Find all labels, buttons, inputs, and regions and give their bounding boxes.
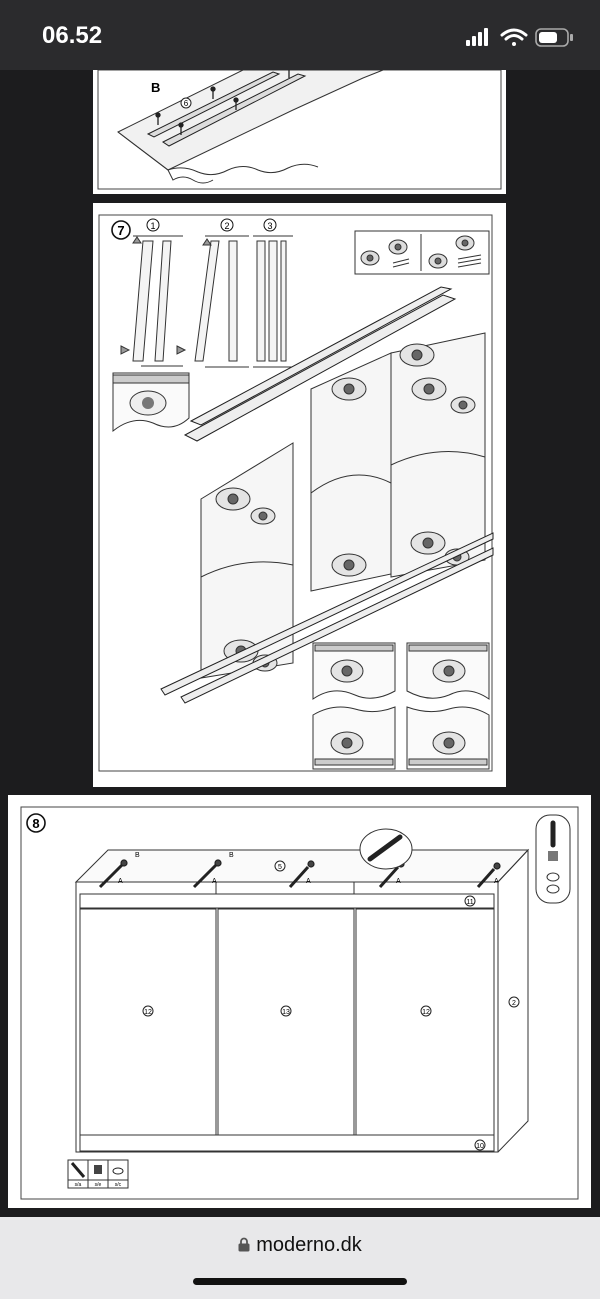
screw-label-b1: B — [135, 852, 140, 859]
screw-label-a1: A — [118, 878, 123, 885]
callout-13: 13 — [282, 1009, 290, 1016]
instruction-panel-step8 — [8, 795, 591, 1208]
instruction-panel-step6 — [93, 70, 506, 194]
step8-illustration — [8, 795, 591, 1208]
callout-10: 10 — [476, 1143, 484, 1150]
wifi-icon — [502, 30, 526, 46]
step7-illustration — [93, 203, 506, 787]
tools-callout — [536, 815, 570, 903]
substep1-door-drawing — [121, 236, 183, 366]
screw-label-b2: B — [229, 852, 234, 859]
wardrobe-drawing — [76, 850, 528, 1152]
legend-1: s/a — [74, 1182, 82, 1188]
status-bar — [0, 0, 600, 70]
substep-1: 1 — [150, 221, 156, 231]
callout-12-left: 12 — [144, 1009, 152, 1016]
callout-11: 11 — [466, 899, 474, 906]
legend-3: s/c — [114, 1182, 122, 1188]
step6-callout: 6 — [183, 99, 189, 108]
screw-label-a3: A — [306, 878, 311, 885]
screwdriver-callout — [360, 829, 412, 869]
hardware-legend — [68, 1160, 128, 1188]
roller-detail-inset — [113, 373, 189, 431]
substep-3: 3 — [267, 221, 273, 231]
callout-12-right: 12 — [422, 1009, 430, 1016]
fittings-detail-box — [355, 231, 489, 274]
substep3-door-drawing — [253, 236, 293, 367]
substep2-door-drawing — [177, 236, 249, 367]
callout-5: 5 — [278, 864, 282, 871]
url-display[interactable] — [0, 1234, 600, 1257]
screw-label-a5: A — [494, 878, 499, 885]
legend-2: s/e — [94, 1182, 102, 1188]
instruction-panel-step7 — [93, 203, 506, 787]
home-indicator[interactable] — [193, 1278, 407, 1285]
cap-icon — [113, 1168, 123, 1174]
step7-substep-labels — [147, 219, 276, 231]
url-text: moderno.dk — [256, 1234, 362, 1256]
lock-icon — [238, 1237, 250, 1252]
step6-label-b: B — [151, 80, 161, 95]
screw-label-a4: A — [396, 878, 401, 885]
step7-number: 7 — [117, 223, 125, 238]
cellular-signal-icon — [466, 28, 488, 46]
battery-icon — [536, 29, 573, 46]
bottom-roller-detail-boxes — [313, 643, 489, 769]
screw-label-a2: A — [212, 878, 217, 885]
status-icons — [466, 26, 576, 50]
substep-2: 2 — [224, 221, 230, 231]
step6-illustration — [93, 70, 506, 194]
bracket-icon — [94, 1165, 102, 1174]
callout-2: 2 — [512, 1000, 516, 1007]
status-time: 06.52 — [42, 22, 103, 49]
browser-url-bar[interactable] — [0, 1217, 600, 1299]
step8-number: 8 — [32, 816, 40, 831]
